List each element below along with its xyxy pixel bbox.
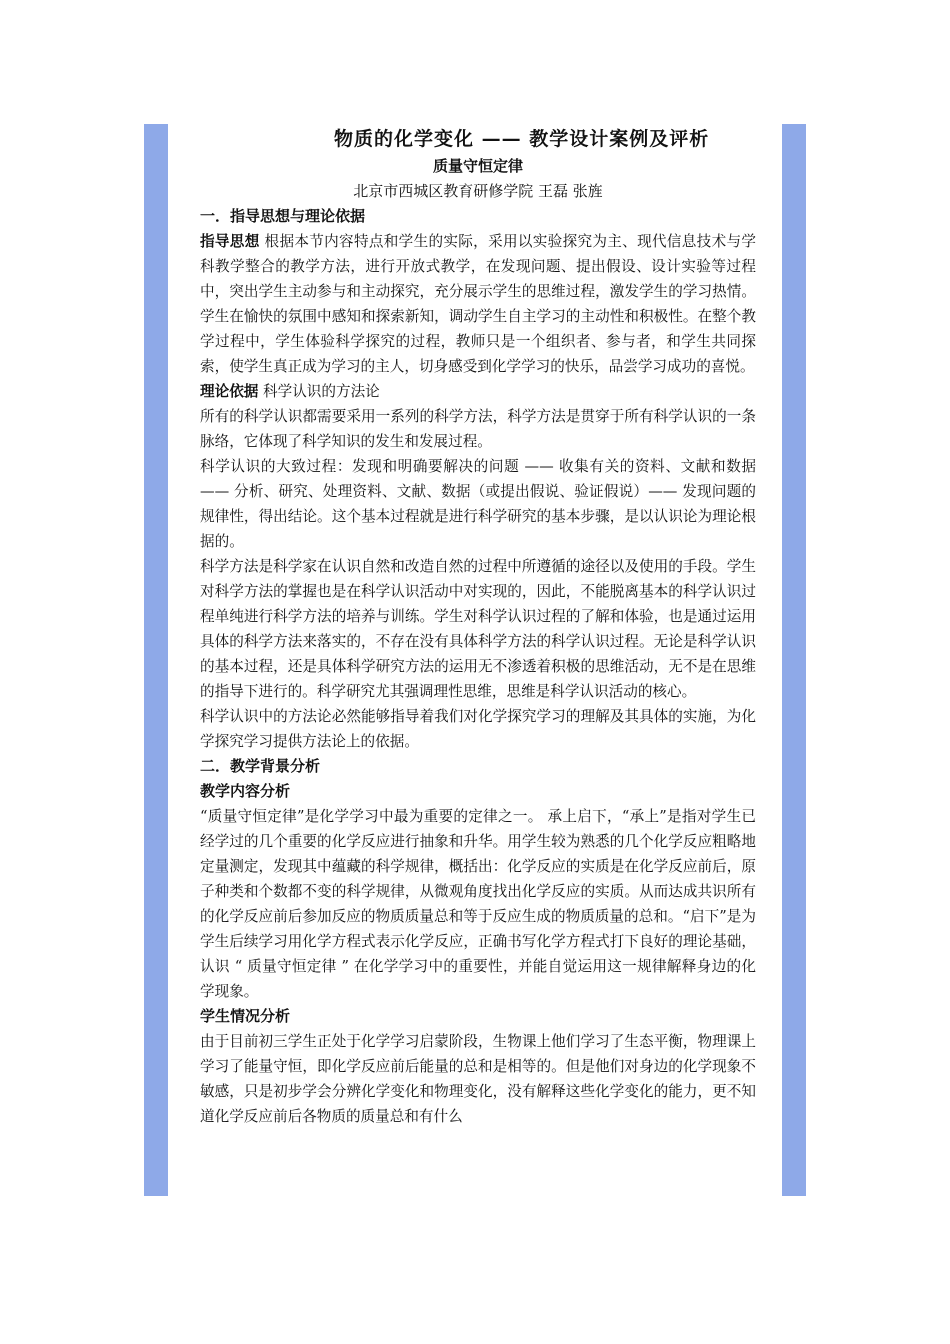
document-title: 物质的化学变化 —— 教学设计案例及评析 [334, 128, 710, 150]
section-2-heading: 二．教学背景分析 [200, 757, 321, 775]
theory-text: 科学认识的方法论 [258, 383, 380, 400]
theory-paragraph-1: 所有的科学认识都需要采用一系列的科学方法，科学方法是贯穿于所有科学认识的一条脉络，它体现了科学知识的发生和发展过程。 [200, 408, 756, 450]
theory-paragraph-4: 科学认识中的方法论必然能够指导着我们对化学探究学习的理解及其具体的实施，为化学探究学习提供方法论上的依据。 [200, 708, 756, 750]
left-margin-bar [144, 124, 168, 1196]
theory-paragraph-2: 科学认识的大致过程：发现和明确要解决的问题 —— 收集有关的资料、文献和数据 —— 分析、研究、处理资料、文献、数据（或提出假说、验证假说）—— 发现问题的规律性，得出结论。这个基本过程就是进行科学研究的基本步骤，是以认识论为理论根据的。 [200, 458, 756, 550]
document-authors: 北京市西城区教育研修学院 王磊 张旌 [353, 182, 603, 200]
guiding-text: 根据本节内容特点和学生的实际，采用以实验探究为主、现代信息技术与学科教学整合的教学方法，进行开放式教学，在发现问题、提出假设、设计实验等过程中，突出学生主动参与和主动探究，充分展示学生的思维过程，激发学生的学习热情。学生在愉快的氛围中感知和探索新知，调动学生自主学习的主动性和积极性。在整个教学过程中，学生体验科学探究的过程，教师只是一个组织者、参与者，和学生共同探索，使学生真正成为学习的主人，切身感受到化学学习的快乐，品尝学习成功的喜悦。 [200, 233, 756, 375]
content-analysis-heading: 教学内容分析 [200, 782, 291, 800]
student-analysis-paragraph: 由于目前初三学生正处于化学学习启蒙阶段，生物课上他们学习了生态平衡，物理课上学习了能量守恒，即化学反应前后能量的总和是相等的。但是他们对身边的化学现象不敏感，只是初步学会分辨化学变化和物理变化，没有解释这些化学变化的能力，更不知道化学反应前后各物质的质量总和有什么 [200, 1033, 756, 1125]
theory-paragraph [200, 379, 756, 404]
theory-paragraph-3: 科学方法是科学家在认识自然和改造自然的过程中所遵循的途径以及使用的手段。学生对科学方法的掌握也是在科学认识活动中对实现的，因此，不能脱离基本的科学认识过程单纯进行科学方法的培养与训练。学生对科学认识过程的了解和体验，也是通过运用具体的科学方法来落实的，不存在没有具体科学方法的科学认识过程。无论是科学认识的基本过程，还是具体科学研究方法的运用无不渗透着积极的思维活动，无不是在思维的指导下进行的。科学研究尤其强调理性思维，思维是科学认识活动的核心。 [200, 558, 756, 700]
student-analysis-heading: 学生情况分析 [200, 1007, 291, 1025]
document-subtitle: 质量守恒定律 [432, 157, 523, 175]
right-margin-bar [782, 124, 806, 1196]
document-body [200, 124, 756, 1196]
content-analysis-paragraph: “质量守恒定律”是化学学习中最为重要的定律之一。 承上启下，“承上”是指对学生已经学过的几个重要的化学反应进行抽象和升华。用学生较为熟悉的几个化学反应粗略地定量测定，发现其中蕴藏的科学规律，概括出：化学反应的实质是在化学反应前后，原子种类和个数都不变的科学规律，从微观角度找出化学反应的实质。从而达成共识所有的化学反应前后参加反应的物质质量总和等于反应生成的物质质量的总和。“启下”是为学生后续学习用化学方程式表示化学反应，正确书写化学方程式打下良好的理论基础，认识 “ 质量守恒定律 ” 在化学学习中的重要性，并能自觉运用这一规律解释身边的化学现象。 [200, 808, 756, 1000]
guiding-label: 指导思想 [200, 233, 260, 250]
guiding-paragraph [200, 229, 756, 379]
theory-label: 理论依据 [200, 383, 259, 400]
section-1-heading: 一．指导思想与理论依据 [200, 207, 366, 225]
